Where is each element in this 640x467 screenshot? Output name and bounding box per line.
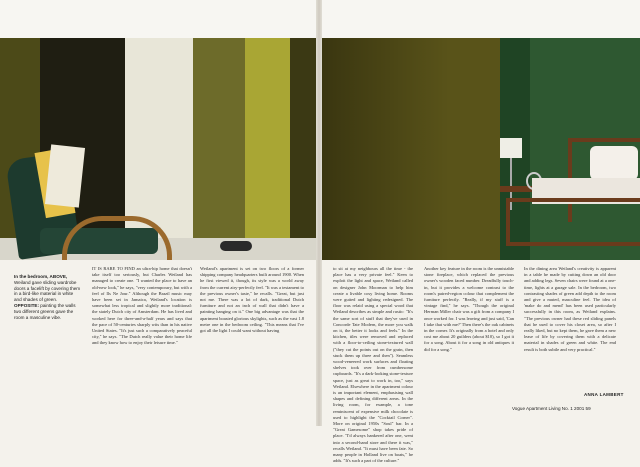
bed-frame xyxy=(506,198,640,246)
wardrobe-door-lime xyxy=(245,38,290,238)
column-text: In the dining area Weiland's creativity is apparent in a table he made by cutting down an old door and adding legs. Seven chairs were found at a one-time, lights at a garage sale. In the bedroom, two contrasting shades of green add depth to the room and give a muted, masculine feel. The idea of 'make do and mend' has been used particularly successfully in this room, as Weiland explains. "The previous owner had these red sliding panels that he used to cover his closet area, so after I really liked, but no kept them, he gave them a new lease of life by covering them with a delicate material in shades of green and white. The end result is both subtle and very practical." xyxy=(524,266,616,352)
article-column-4 xyxy=(424,266,514,355)
bedroom-photo-right xyxy=(322,38,640,260)
column-text: Weiland's apartment is set on two floors of a former shipping company headquarters built around 1900. When he first viewed it, though, its style was a world away from the current airy-perfectly feel. "It was a testament to the previous owner's taste," he recalls. "Great, but just not me. There was a lot of dark, traditional Dutch furniture and not an inch of wall that didn't have a painting hanging on it." One big advantage was that the apartment boasted glorious skylights, such as the vast 1.8 metre one in the bedroom ceiling. "This means that I've got all the light I could want without having xyxy=(200,266,304,334)
column-text: IT IS RARE TO FIND an ultra-hip home that doesn't take itself too seriously, but Charles Weiland has managed to create one. "I wanted the place to have an old-new look," he says, "very contemporary, but with a feel of Ils Ne Jour." Although the Brazil music may have been set in Jamaica, Weiland's location is somewhat less tropical and slightly more traditional: the stately Dutch city of Amsterdam. He has lived and worked here for three-and-a-half years and says that the pace of 50-centuries sharply wits than in his native United States. "It's just such a comparatively peaceful city," he says. "The Dutch really value their home life and they know how to enjoy their leisure time." xyxy=(92,266,192,346)
bedroom-photo-left xyxy=(0,38,318,260)
wall-edge xyxy=(290,38,318,260)
caption-opposite-body: painting the walls two different greens gave the room a masculine vibe. xyxy=(14,302,76,320)
author-credit: ANNA LAMBERT xyxy=(584,392,624,397)
pillow xyxy=(590,146,638,180)
column-text: Another key feature in the room is the unmistable stone fireplace, which replaced the previous owner's wooden faced number. Dreadfully touch-in, but it provides a welcome contrast to the room's paired-region colour that complement the furniture perfectly. "Really, if my stuff is a vintage find," he says. "Though the original Herman Miller chair was a gift from a company I once worked for. I was leaving and just said, 'Can I take that with me?' Then there's the oak cabinets in the corner. It's originally from a hotel and only cost me about 20 guilders (about $10), so I got it for a song. About it for a song in old antiques it did for a song." xyxy=(424,266,514,352)
article-column-1 xyxy=(92,266,192,349)
caption-body: Weiland gave sliding wardrobe doors a facelift by covering them in a bird-like material in white and shades of green. xyxy=(14,279,81,303)
article-column-5 xyxy=(524,266,616,355)
caption-opposite-lead: OPPOSITE: xyxy=(14,302,40,308)
caption-lead: In the bedroom, ABOVE, xyxy=(14,274,68,279)
article-column-3 xyxy=(333,266,413,467)
wardrobe-door-olive xyxy=(193,38,245,238)
white-shirt xyxy=(45,144,85,207)
column-text: to sit at my neighbours all the time - the place has a very private feel." Keen to exploit the light and space, Weiland called on designer John Moorman to help him create a livable cosy living home. Rooms were gutted and lighting redesigned. The floor was relaid using a special wood that Weiland describes as simple and rustic: "It's the same sort of stuff that they've used in Concorde Tate Modern, the more you walk on it, the better it looks and feels." In the kitchen, tiles were removed and replaced with a floor-to-ceiling stone-textured wall ("they cut the points out on the grain, then stuck them up three and then"). Seamless wood-veneered work surfaces and floating shelves took over from cumbersome cupboards. "It's a dark-looking stone-texture space, just as great to work in, too," says Weiland. Elsewhere in the apartment colour is an important element, emphasising wall shapes and defining different areas. In the living room, for example, a tone reminiscent of expensive milk chocolate is used to highlight the "Cocktail Corner". More on original 1950s "Soul" bar. In a "Great Gamesome" shop takes pride of place. "I'd always hankered after one, went into a second-hand store and there it was," recalls Weiland. "It must have been fate. So many people in Holland live on boats," he adds. "It's such a part of the culture." xyxy=(333,266,414,464)
photo-caption xyxy=(14,274,82,320)
wardrobe-door-white xyxy=(125,38,193,238)
article-column-2 xyxy=(200,266,304,336)
lamp-shade xyxy=(500,138,522,158)
sneakers xyxy=(220,241,252,251)
page-folio: Vogue Apartment Living No. 1 2001 59 xyxy=(512,406,591,411)
